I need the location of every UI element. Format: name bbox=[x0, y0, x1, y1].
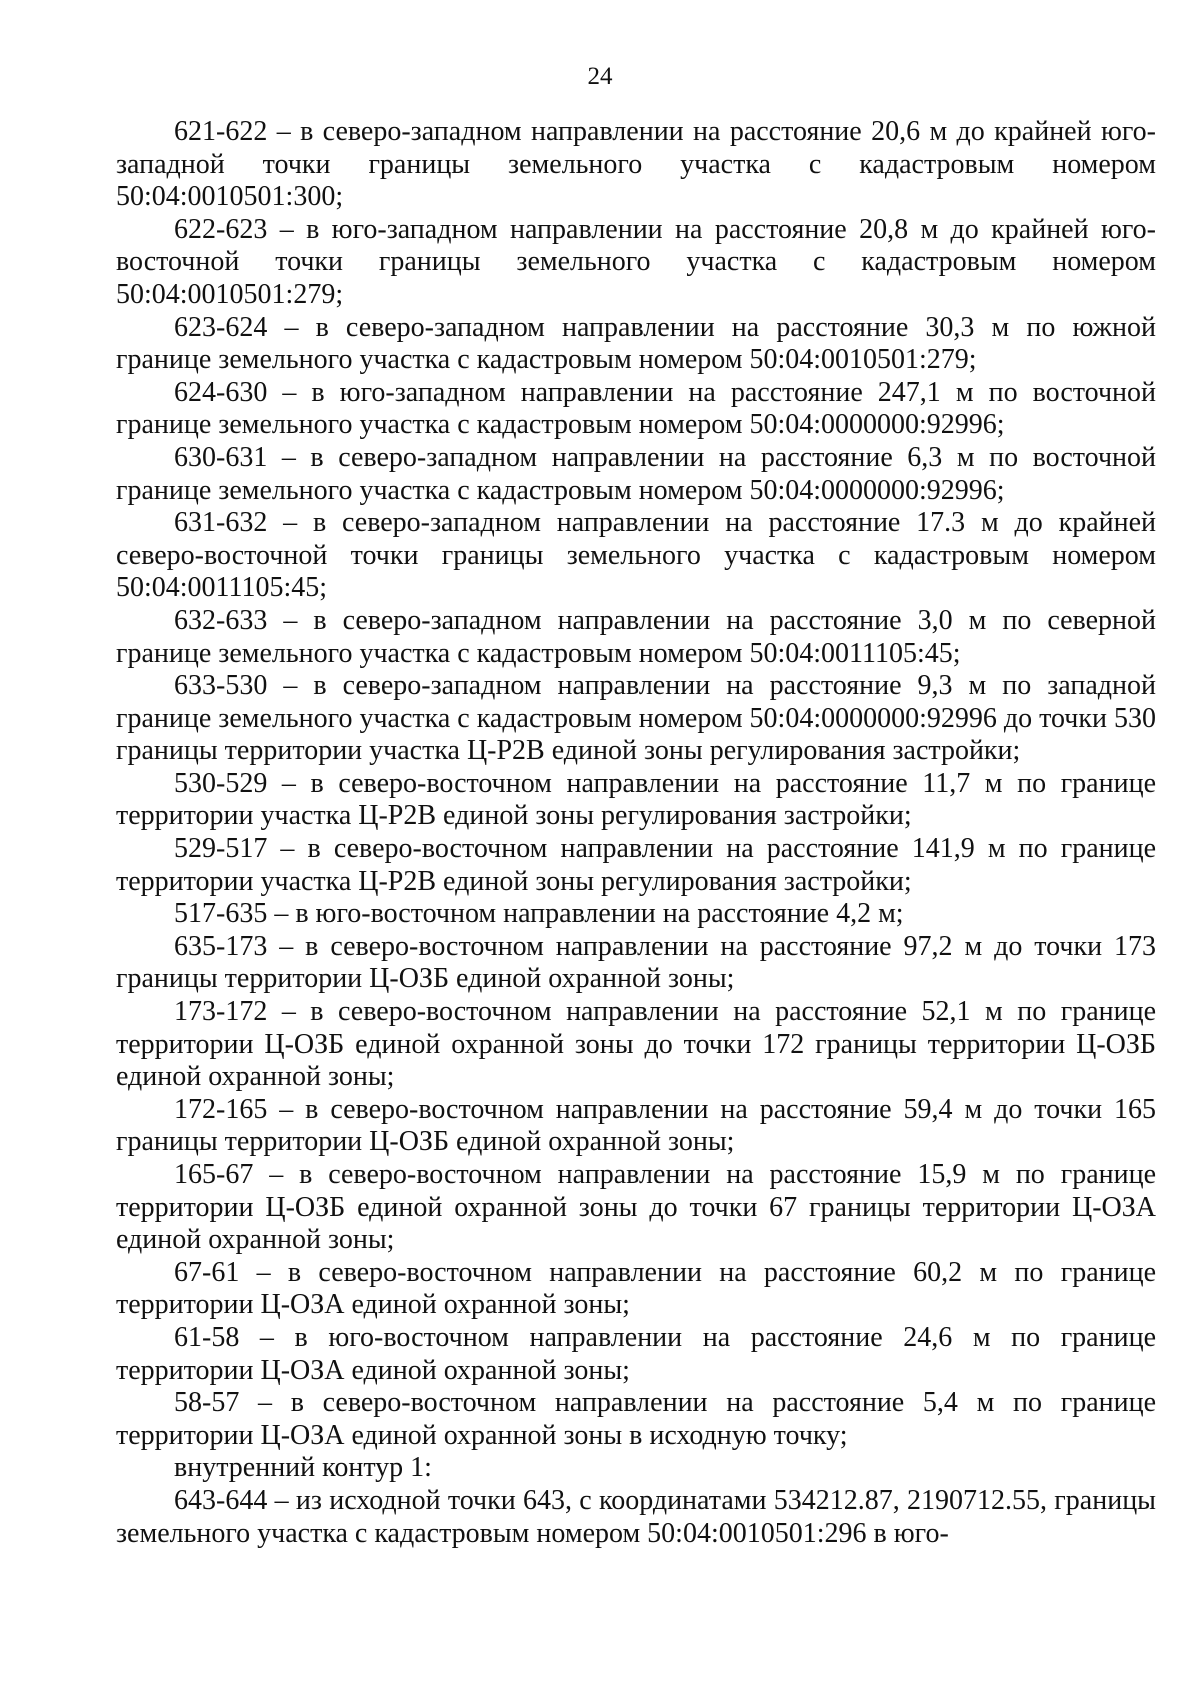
paragraph-165-67: 165-67 – в северо-восточном направлении на расстояние 15,9 м по границе территории Ц-ОЗБ единой охранной зоны до точки 67 границы территории Ц-ОЗА единой охранной зоны; bbox=[116, 1159, 1156, 1256]
paragraph-623-624: 623-624 – в северо-западном направлении на расстояние 30,3 м по южной границе земельного участка с кадастровым номером 50:04:0010501:279; bbox=[116, 311, 1156, 376]
paragraph-643-644: 643-644 – из исходной точки 643, с координатами 534212.87, 2190712.55, границы земельного участка с кадастровым номером 50:04:0010501:296 в юго- bbox=[116, 1484, 1156, 1549]
paragraph-635-173: 635-173 – в северо-восточном направлении на расстояние 97,2 м до точки 173 границы территории Ц-ОЗБ единой охранной зоны; bbox=[116, 930, 1156, 995]
paragraph-517-635: 517-635 – в юго-восточном направлении на расстояние 4,2 м; bbox=[174, 898, 904, 930]
paragraph-622-623: 622-623 – в юго-западном направлении на расстояние 20,8 м до крайней юго-восточной точки границы земельного участка с кадастровым номером 50:04:0010501:279; bbox=[116, 213, 1156, 310]
page-number: 24 bbox=[587, 63, 613, 90]
paragraph-624-630: 624-630 – в юго-западном направлении на расстояние 247,1 м по восточной границе земельного участка с кадастровым номером 50:04:0000000:92996; bbox=[116, 376, 1156, 441]
paragraph-172-165: 172-165 – в северо-восточном направлении на расстояние 59,4 м до точки 165 границы территории Ц-ОЗБ единой охранной зоны; bbox=[116, 1093, 1156, 1158]
paragraph-631-632: 631-632 – в северо-западном направлении на расстояние 17.3 м до крайней северо-восточной точки границы земельного участка с кадастровым номером 50:04:0011105:45; bbox=[116, 507, 1156, 604]
paragraph-61-58: 61-58 – в юго-восточном направлении на расстояние 24,6 м по границе территории Ц-ОЗА единой охранной зоны; bbox=[116, 1321, 1156, 1386]
paragraph-67-61: 67-61 – в северо-восточном направлении на расстояние 60,2 м по границе территории Ц-ОЗА единой охранной зоны; bbox=[116, 1256, 1156, 1321]
document-body bbox=[116, 116, 1156, 1550]
paragraph-621-622: 621-622 – в северо-западном направлении на расстояние 20,6 м до крайней юго-западной точки границы земельного участка с кадастровым номером 50:04:0010501:300; bbox=[116, 116, 1156, 213]
paragraph-630-631: 630-631 – в северо-западном направлении на расстояние 6,3 м по восточной границе земельного участка с кадастровым номером 50:04:0000000:92996; bbox=[116, 441, 1156, 506]
paragraph-173-172: 173-172 – в северо-восточном направлении на расстояние 52,1 м по границе территории Ц-ОЗБ единой охранной зоны до точки 172 границы территории Ц-ОЗБ единой охранной зоны; bbox=[116, 996, 1156, 1093]
paragraph-inner-contour-heading: внутренний контур 1: bbox=[174, 1452, 432, 1484]
paragraph-58-57: 58-57 – в северо-восточном направлении на расстояние 5,4 м по границе территории Ц-ОЗА единой охранной зоны в исходную точку; bbox=[116, 1387, 1156, 1451]
paragraph-529-517: 529-517 – в северо-восточном направлении на расстояние 141,9 м по границе территории участка Ц-Р2В единой зоны регулирования застройки; bbox=[116, 833, 1156, 897]
paragraph-530-529: 530-529 – в северо-восточном направлении на расстояние 11,7 м по границе территории участка Ц-Р2В единой зоны регулирования застройки; bbox=[116, 767, 1156, 832]
paragraph-632-633: 632-633 – в северо-западном направлении на расстояние 3,0 м по северной границе земельного участка с кадастровым номером 50:04:0011105:45; bbox=[116, 604, 1156, 669]
paragraph-633-530: 633-530 – в северо-западном направлении на расстояние 9,3 м по западной границе земельного участка с кадастровым номером 50:04:0000000:92996 до точки 530 границы территории участка Ц-Р2В единой зоны регулирования застройки; bbox=[116, 670, 1156, 767]
